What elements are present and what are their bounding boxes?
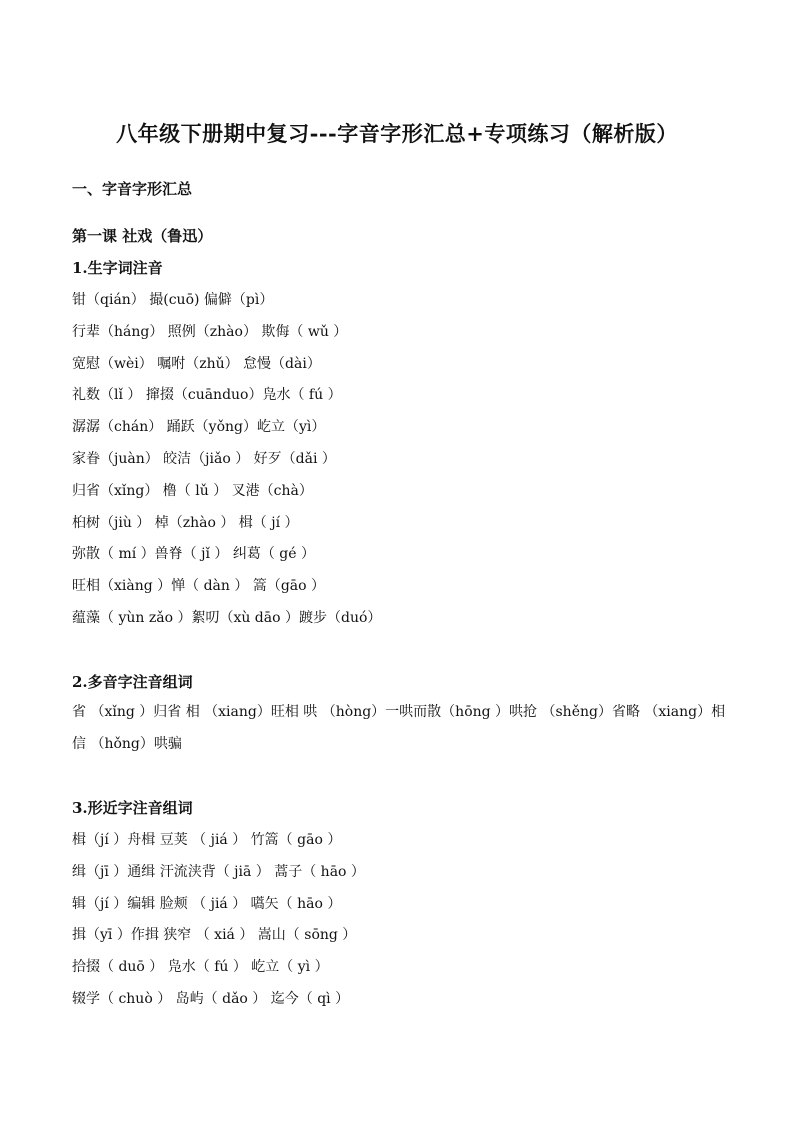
similar-line: 揖（yī ）作揖 狭窄 （ xiá ） 嵩山（ sōng ） [72, 927, 357, 944]
vocab-line: 弥散（ mí ）兽脊（ jǐ ） 纠葛（ gé ） [72, 546, 315, 563]
vocab-line: 家眷（juàn） 皎洁（jiǎo ） 好歹（dǎi ） [72, 450, 336, 467]
vocab-line: 行辈（háng） 照例（zhào） 欺侮（ wǔ ） [72, 323, 348, 340]
polyphone-paragraph: 省 （xǐng ）归省 相 （xiang）旺相 哄 （hòng）一哄而散（hōng ）哄抢 （shěng）省略 （xiang）相信 （hǒng）哄骗 [72, 704, 726, 752]
vocab-line: 宽慰（wèi） 嘱咐（zhǔ） 怠慢（dài） [72, 355, 321, 372]
vocab-line: 旺相（xiàng ）惮（ dàn ） 篙（gāo ） [72, 578, 326, 595]
vocab-line: 蕴藻（ yùn zǎo ）絮叨（xù dāo ）踱步（duó） [72, 609, 382, 626]
section-heading: 一、字音字形汇总 [72, 180, 193, 198]
similar-line: 楫（jí ）舟楫 豆荚 （ jiá ） 竹篙（ gāo ） [72, 832, 342, 848]
vocab-line: 钳（qián） 撮(cuō) 偏僻（pì） [72, 292, 274, 308]
similar-chars-block [72, 798, 732, 1021]
vocab-line: 礼数（lǐ ） 撺掇（cuānduo）凫水（ fú ） [72, 387, 342, 404]
part2-heading: 2.多音字注音组词 [72, 673, 193, 691]
vocab-line: 桕树（jiù ） 棹（zhào ） 楫（ jí ） [72, 514, 299, 531]
similar-line: 辍学（ chuò ） 岛屿（ dǎo ） 迄今（ qì ） [72, 990, 350, 1007]
similar-line: 缉（jī ）通缉 汗流浃背（ jiā ） 蒿子（ hāo ） [72, 863, 365, 880]
similar-line: 拾掇（ duō ） 凫水（ fú ） 屹立（ yì ） [72, 959, 329, 976]
part1-heading: 1.生字词注音 [72, 259, 163, 277]
lesson-block [72, 226, 732, 640]
vocab-line: 潺潺（chán） 踊跃（yǒng）屹立（yì） [72, 419, 326, 436]
similar-line: 辑（jí ）编辑 脸颊 （ jiá ） 嚆矢（ hāo ） [72, 895, 342, 912]
document-title: 八年级下册期中复习---字音字形汇总+专项练习（解析版） [116, 121, 678, 146]
polyphone-block [72, 672, 732, 760]
part3-heading: 3.形近字注音组词 [72, 799, 193, 817]
lesson-heading: 第一课 社戏（鲁迅） [72, 227, 213, 245]
vocab-line: 归省（xǐng） 橹（ lǔ ） 叉港（chà） [72, 482, 313, 499]
